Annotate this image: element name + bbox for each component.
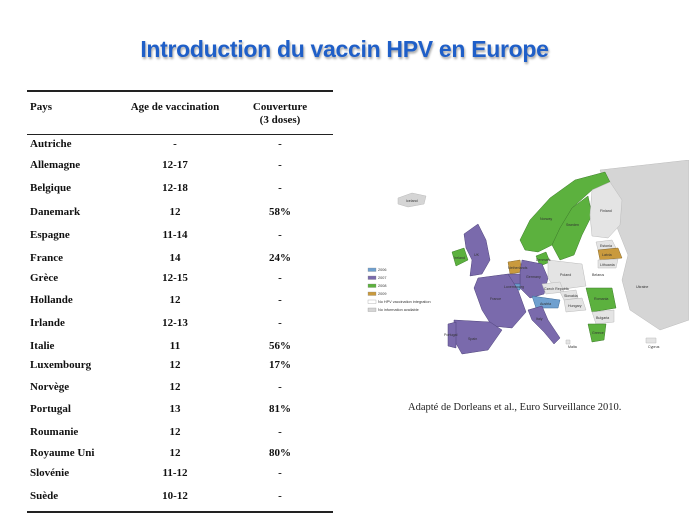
cell-coverage: -	[278, 490, 282, 502]
map-cyprus	[646, 338, 656, 343]
map-label-finland: Finland	[600, 209, 612, 213]
cell-country: Italie	[30, 340, 55, 352]
table-row	[27, 272, 333, 288]
cell-coverage: -	[278, 229, 282, 241]
map-label-italy: Italy	[536, 317, 543, 321]
cell-coverage: -	[278, 294, 282, 306]
map-label-uk: UK	[474, 253, 479, 257]
table-row	[27, 317, 333, 333]
cell-country: Belgique	[30, 182, 71, 194]
map-label-germany: Germany	[526, 275, 541, 279]
map-label-latvia: Latvia	[602, 253, 612, 257]
map-label-cyprus: Cyprus	[648, 345, 660, 349]
map-label-czech: Czech Republic	[544, 287, 570, 291]
cell-age: 12	[169, 426, 181, 438]
map-label-sweden: Sweden	[566, 223, 579, 227]
cell-coverage: -	[278, 426, 282, 438]
legend-swatch-2008	[368, 284, 376, 288]
header-coverage	[235, 101, 325, 127]
cell-country: France	[30, 252, 63, 264]
table-bottom-rule	[27, 511, 333, 513]
cell-age: -	[173, 138, 177, 150]
legend-swatch-2009	[368, 292, 376, 296]
table-row	[27, 159, 333, 175]
map-label-estonia: Estonia	[600, 244, 612, 248]
map-label-ukraine: Ukraine	[636, 285, 649, 289]
table-top-rule	[27, 90, 333, 92]
cell-country: Roumanie	[30, 426, 79, 438]
cell-coverage: -	[278, 159, 282, 171]
legend-label-no-hpv: No HPV vaccination integration	[378, 300, 431, 304]
cell-coverage: -	[278, 467, 282, 479]
table-row	[27, 229, 333, 245]
map-label-lithuania: Lithuania	[600, 263, 615, 267]
header-country: Pays	[30, 101, 52, 113]
cell-age: 14	[169, 252, 181, 264]
header-coverage-line2: (3 doses)	[259, 114, 301, 126]
legend-swatch-2007	[368, 276, 376, 280]
cell-country: Luxembourg	[30, 359, 92, 371]
map-label-france: France	[490, 297, 502, 301]
cell-country: Suède	[30, 490, 59, 502]
cell-coverage: 81%	[269, 403, 291, 415]
map-label-poland: Poland	[560, 273, 572, 277]
map-label-denmark: Denmark	[536, 258, 551, 262]
page-title: Introduction du vaccin HPV en Europe	[140, 36, 549, 62]
cell-age: 12	[169, 447, 181, 459]
table-row	[27, 340, 333, 356]
legend-label-2007: 2007	[378, 276, 387, 280]
map-label-romania: Romania	[594, 297, 609, 301]
header-coverage-line1: Couverture	[252, 101, 308, 113]
cell-country: Hollande	[30, 294, 73, 306]
cell-age: 12	[169, 294, 181, 306]
map-label-ireland: Ireland	[454, 256, 465, 260]
cell-age: 12	[169, 206, 181, 218]
cell-age: 12-13	[162, 317, 188, 329]
table-row	[27, 182, 333, 198]
cell-coverage: -	[278, 317, 282, 329]
legend-swatch-2006	[368, 268, 376, 272]
table-header-rule	[27, 134, 333, 135]
cell-coverage: -	[278, 272, 282, 284]
table-row	[27, 252, 333, 268]
map-label-iceland: Iceland	[406, 199, 418, 203]
map-uk	[464, 224, 490, 276]
legend-label-2009: 2009	[378, 292, 387, 296]
map-label-bulgaria: Bulgaria	[596, 316, 610, 320]
table-row	[27, 206, 333, 222]
map-label-belarus: Belarus	[592, 273, 605, 277]
map-label-hungary: Hungary	[568, 304, 582, 308]
cell-age: 12	[169, 359, 181, 371]
legend-label-no-info: No information available	[378, 308, 419, 312]
cell-coverage: 56%	[269, 340, 291, 352]
cell-coverage: -	[278, 138, 282, 150]
cell-country: Autriche	[30, 138, 72, 150]
cell-age: 11-14	[162, 229, 188, 241]
table-row	[27, 359, 333, 375]
map-label-netherlands: Netherlands	[508, 266, 528, 270]
cell-coverage: 80%	[269, 447, 291, 459]
cell-coverage: -	[278, 381, 282, 393]
legend-swatch-no-hpv	[368, 300, 376, 304]
cell-country: Norvège	[30, 381, 70, 393]
table-row	[27, 467, 333, 483]
cell-age: 11-12	[162, 467, 188, 479]
legend-label-2008: 2008	[378, 284, 387, 288]
legend-swatch-no-info	[368, 308, 376, 312]
map-label-malta: Malta	[568, 345, 577, 349]
cell-age: 12-18	[162, 182, 188, 194]
cell-country: Danemark	[30, 206, 81, 218]
cell-coverage: 24%	[269, 252, 291, 264]
map-italy	[528, 306, 560, 344]
cell-age: 12-17	[162, 159, 188, 171]
map-label-portugal: Portugal	[444, 333, 458, 337]
cell-country: Royaume Uni	[30, 447, 95, 459]
cell-age: 12	[169, 381, 181, 393]
table-row	[27, 138, 333, 154]
map-label-greece: Greece	[592, 331, 604, 335]
map-label-austria: Austria	[540, 302, 552, 306]
map-spain	[454, 320, 502, 354]
table-row	[27, 403, 333, 419]
cell-country: Espagne	[30, 229, 70, 241]
table-row	[27, 447, 333, 463]
table-row	[27, 381, 333, 397]
map-caption: Adapté de Dorleans et al., Euro Surveillance 2010.	[408, 402, 622, 413]
cell-age: 11	[169, 340, 181, 352]
table-row	[27, 426, 333, 442]
map-label-spain: Spain	[468, 337, 478, 341]
cell-coverage: 17%	[269, 359, 291, 371]
cell-coverage: -	[278, 182, 282, 194]
cell-age: 13	[169, 403, 181, 415]
map-label-slovakia: Slovakia	[564, 294, 578, 298]
map-label-norway: Norway	[540, 217, 553, 221]
europe-map	[360, 160, 689, 360]
header-age: Age de vaccination	[130, 101, 220, 113]
cell-country: Irlande	[30, 317, 65, 329]
cell-age: 12-15	[162, 272, 188, 284]
legend-label-2006: 2006	[378, 268, 387, 272]
cell-age: 10-12	[162, 490, 188, 502]
cell-country: Allemagne	[30, 159, 81, 171]
map-label-luxembourg: Luxembourg	[504, 285, 524, 289]
cell-country: Slovénie	[30, 467, 70, 479]
table-row	[27, 294, 333, 310]
table-row	[27, 490, 333, 506]
cell-country: Portugal	[30, 403, 71, 415]
map-malta	[566, 340, 570, 344]
cell-country: Grèce	[30, 272, 59, 284]
cell-coverage: 58%	[269, 206, 291, 218]
